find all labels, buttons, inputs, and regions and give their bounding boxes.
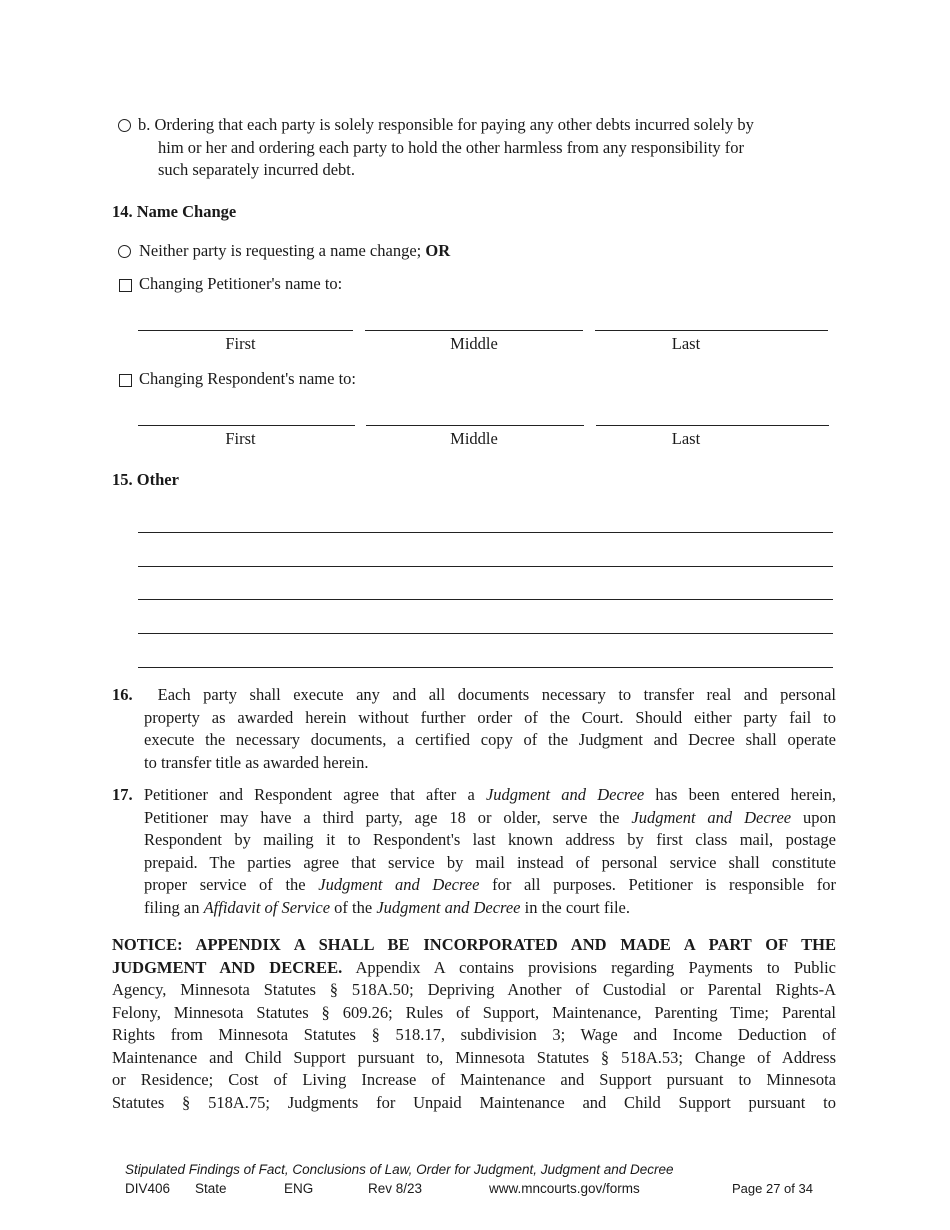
other-line-4[interactable] <box>138 633 833 634</box>
footer-state: State <box>195 1181 227 1196</box>
other-line-1[interactable] <box>138 532 833 533</box>
footer-revision: Rev 8/23 <box>368 1181 423 1196</box>
petitioner-name-checkbox[interactable] <box>119 279 132 292</box>
item-b-line1: b. Ordering that each party is solely responsible for paying any other debts incurred solely by <box>138 115 754 134</box>
respondent-middle-field[interactable] <box>366 425 584 426</box>
name-change-heading: 14. Name Change <box>112 202 237 221</box>
item-b-line3: such separately incurred debt. <box>158 160 356 179</box>
petitioner-first-caption: First <box>225 334 256 353</box>
item-16: 16. Each party shall execute any and all documents necessary to transfer real and personal property as awarded herein without further order of the Court. Should either party fail to execute the necessary documents, a certified copy of the Judgment and Decree shall operate to transfer title as awarded herein. <box>112 685 837 772</box>
petitioner-last-field[interactable] <box>595 330 828 331</box>
respondent-last-caption: Last <box>671 429 701 448</box>
other-heading: 15. Other <box>112 470 179 489</box>
respondent-name-label: Changing Respondent's name to: <box>139 369 356 388</box>
respondent-first-field[interactable] <box>138 425 355 426</box>
petitioner-name-label: Changing Petitioner's name to: <box>139 274 343 293</box>
other-line-2[interactable] <box>138 566 833 567</box>
respondent-name-checkbox[interactable] <box>119 374 132 387</box>
notice-paragraph: NOTICE: APPENDIX A SHALL BE INCORPORATED AND MADE A PART OF THE JUDGMENT AND DECREE. Appendix A contains provisions regarding Payments to Public Agency, Minnesota Statutes § 518A.50; Depriving Another of Custodial or Parental Rights-A Felony, Minnesota Statutes § 609.26; Rules of Support, Maintenance, Parenting Time; Parental Rights from Minnesota Statutes § 518.17, subdivision 3; Wage and Income Deduction of Maintenance and Child Support pursuant to, Minnesota Statutes § 518A.53; Change of Address or Residence; Cost of Living Increase of Maintenance and Support pursuant to Minnesota Statutes § 518A.75; Judgments for Unpaid Maintenance and Child Support pursuant to <box>112 935 837 1112</box>
respondent-middle-caption: Middle <box>450 429 498 448</box>
petitioner-middle-caption: Middle <box>450 334 498 353</box>
petitioner-first-field[interactable] <box>138 330 353 331</box>
petitioner-middle-field[interactable] <box>365 330 583 331</box>
debts-radio-b[interactable] <box>118 119 131 132</box>
footer-page-number: Page 27 of 34 <box>732 1181 813 1196</box>
no-name-change-radio[interactable] <box>118 245 131 258</box>
other-line-5[interactable] <box>138 667 833 668</box>
item-b-line2: him or her and ordering each party to hold the other harmless from any responsibility for <box>158 138 745 157</box>
footer-form-id: DIV406 <box>125 1181 171 1196</box>
footer-title: Stipulated Findings of Fact, Conclusions of Law, Order for Judgment, Judgment and Decree <box>125 1162 674 1177</box>
respondent-first-caption: First <box>225 429 256 448</box>
other-line-3[interactable] <box>138 599 833 600</box>
petitioner-last-caption: Last <box>671 334 701 353</box>
footer-url[interactable]: www.mncourts.gov/forms <box>489 1181 640 1196</box>
footer-language: ENG <box>284 1181 314 1196</box>
item-17: 17. Petitioner and Respondent agree that after a Judgment and Decree has been entered herein, Petitioner may have a third party, age 18 or older, serve the Judgment and Decree upon Respondent by mailing it to Respondent's last known address by first class mail, postage prepaid. The parties agree that service by mail instead of personal service shall constitute proper service of the Judgment and Decree for all purposes. Petitioner is responsible for filing an Affidavit of Service of the Judgment and Decree in the court file. <box>112 785 837 917</box>
respondent-last-field[interactable] <box>596 425 829 426</box>
no-name-change-label: Neither party is requesting a name change; OR <box>139 241 451 260</box>
